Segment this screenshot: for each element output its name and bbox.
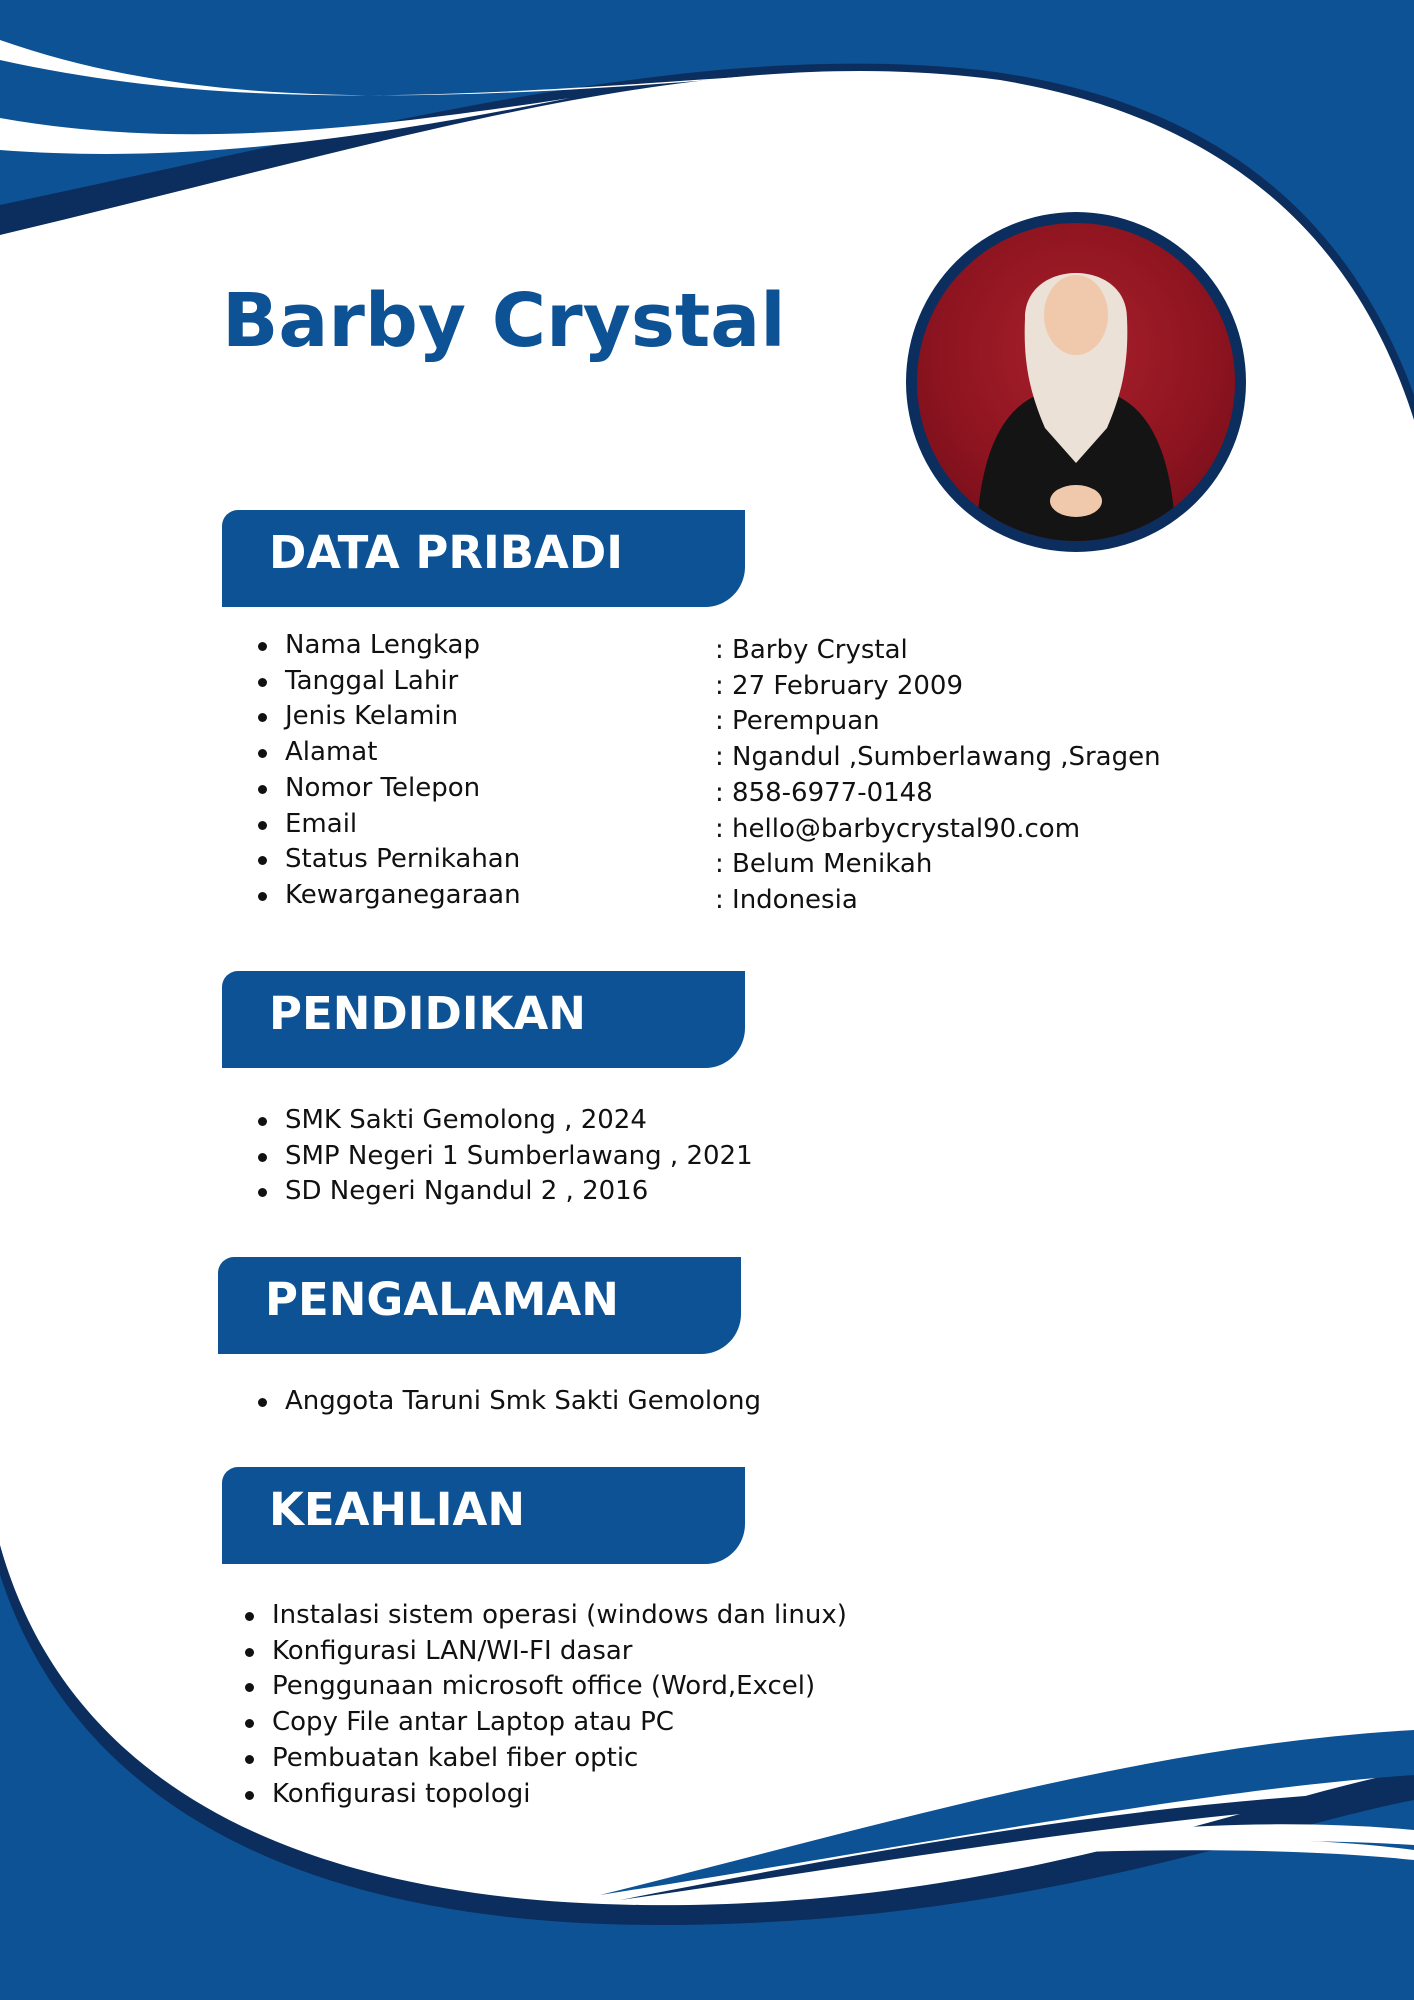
experience-list xyxy=(285,1384,761,1420)
list-item: Konfigurasi LAN/WI-FI dasar xyxy=(272,1634,847,1670)
list-item: Penggunaan microsoft office (Word,Excel) xyxy=(272,1669,847,1705)
list-item-value: : hello@barbycrystal90.com xyxy=(715,813,1081,844)
list-item: Status Pernikahan xyxy=(285,842,521,878)
section-title: PENGALAMAN xyxy=(265,1273,619,1326)
list-item: Instalasi sistem operasi (windows dan linux) xyxy=(272,1598,847,1634)
section-header-data-pribadi xyxy=(222,510,745,607)
list-item: SMP Negeri 1 Sumberlawang , 2021 xyxy=(285,1139,753,1175)
list-item: SD Negeri Ngandul 2 , 2016 xyxy=(285,1174,753,1210)
list-item: Email xyxy=(285,807,521,843)
section-title: DATA PRIBADI xyxy=(269,526,623,579)
list-item: Nomor Telepon xyxy=(285,771,521,807)
section-header-pendidikan xyxy=(222,971,745,1068)
list-item-value: : 858-6977-0148 xyxy=(715,777,933,808)
list-item: Konfigurasi topologi xyxy=(272,1777,847,1813)
portrait-figure xyxy=(917,223,1235,541)
list-item-value: : Perempuan xyxy=(715,706,880,737)
personal-data-labels xyxy=(285,628,521,914)
list-item: Kewarganegaraan xyxy=(285,878,521,914)
section-title: PENDIDIKAN xyxy=(269,987,586,1040)
list-item: Anggota Taruni Smk Sakti Gemolong xyxy=(285,1384,761,1420)
list-item: Copy File antar Laptop atau PC xyxy=(272,1705,847,1741)
education-list xyxy=(285,1103,753,1210)
section-header-pengalaman xyxy=(218,1257,741,1354)
list-item: SMK Sakti Gemolong , 2024 xyxy=(285,1103,753,1139)
list-item: Tanggal Lahir xyxy=(285,664,521,700)
list-item: Jenis Kelamin xyxy=(285,699,521,735)
skills-list xyxy=(272,1598,847,1812)
list-item-value: : Ngandul ,Sumberlawang ,Sragen xyxy=(715,742,1161,773)
list-item-value: : 27 February 2009 xyxy=(715,670,964,701)
list-item-value: : Barby Crystal xyxy=(715,635,908,665)
list-item: Nama Lengkap xyxy=(285,628,521,664)
personal-data-values xyxy=(715,633,1161,919)
section-title: KEAHLIAN xyxy=(269,1483,526,1536)
list-item: Alamat xyxy=(285,735,521,771)
list-item-value: : Belum Menikah xyxy=(715,849,933,880)
section-header-keahlian xyxy=(222,1467,745,1564)
list-item-value: : Indonesia xyxy=(715,884,858,915)
list-item: Pembuatan kabel fiber optic xyxy=(272,1741,847,1777)
profile-photo xyxy=(906,212,1246,552)
person-name: Barby Crystal xyxy=(222,278,786,364)
